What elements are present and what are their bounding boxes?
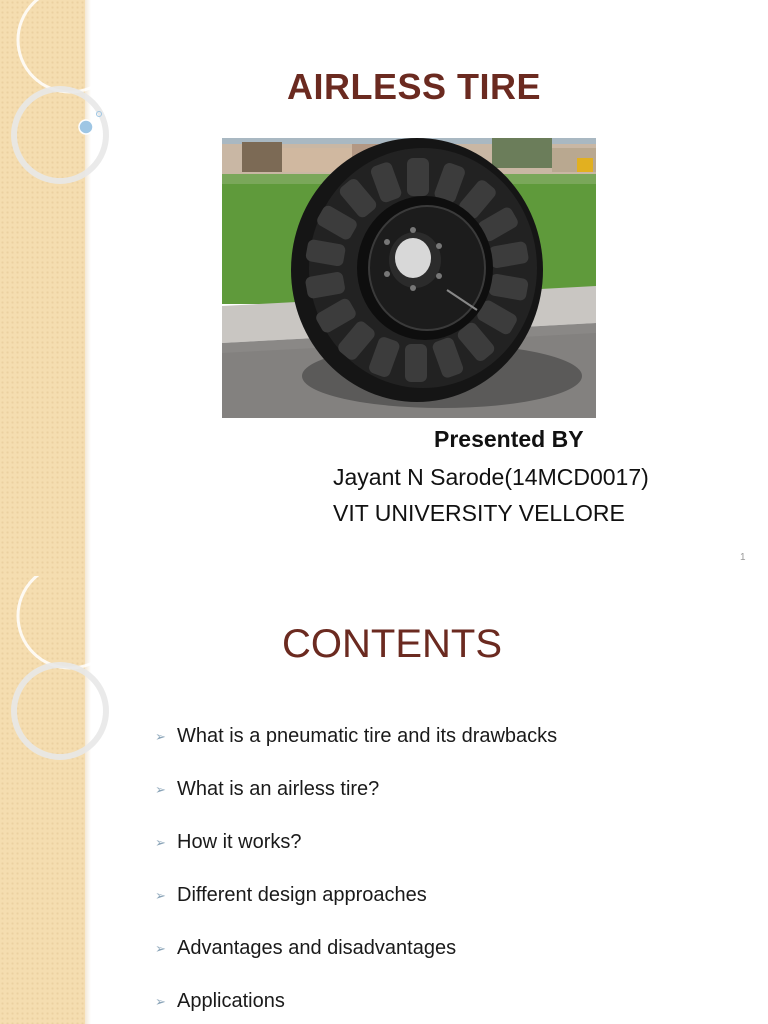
arrow-bullet-icon: ➢ [155, 781, 166, 797]
page-number: 1 [740, 552, 746, 563]
list-item [155, 763, 557, 816]
list-item-text: Advantages and disadvantages [177, 937, 457, 959]
list-item-text: Applications [177, 990, 285, 1012]
list-item [155, 816, 557, 869]
arrow-bullet-icon: ➢ [155, 940, 166, 956]
list-item-text: Different design approaches [177, 884, 427, 906]
arrow-bullet-icon: ➢ [155, 728, 166, 744]
list-item-text: What is an airless tire? [177, 778, 380, 800]
contents-title: CONTENTS [282, 622, 502, 666]
presented-by-label: Presented BY [434, 426, 584, 452]
list-item [155, 975, 557, 1024]
arrow-bullet-icon: ➢ [155, 993, 166, 1009]
decorative-circles [0, 576, 130, 776]
list-item [155, 869, 557, 922]
arrow-bullet-icon: ➢ [155, 887, 166, 903]
author-name: Jayant N Sarode(14MCD0017) [333, 464, 649, 490]
airless-tire-photo [222, 138, 596, 418]
institution-name: VIT UNIVERSITY VELLORE [333, 500, 625, 526]
list-item-text: What is a pneumatic tire and its drawbacks [177, 725, 558, 747]
list-item [155, 710, 557, 763]
list-item-text: How it works? [177, 831, 302, 853]
slide-title: AIRLESS TIRE [286, 66, 542, 107]
contents-slide [0, 576, 768, 1024]
list-item [155, 922, 557, 975]
contents-list [155, 710, 557, 1024]
arrow-bullet-icon: ➢ [155, 834, 166, 850]
